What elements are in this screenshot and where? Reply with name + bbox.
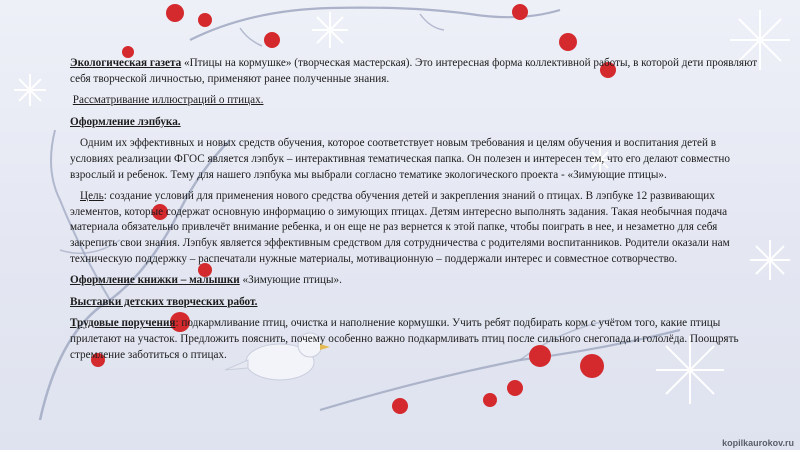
booklet-title: Оформление книжки – малышки: [70, 274, 240, 287]
watermark: kopilkaurokov.ru: [722, 438, 794, 448]
illustrations-text: Рассматривание иллюстраций о птицах.: [72, 94, 264, 107]
berry: [559, 33, 577, 51]
snowflake-icon: [14, 74, 46, 106]
paragraph-lapbook-heading: [70, 115, 760, 131]
exhibitions-title: Выставки детских творческих работ.: [70, 295, 258, 308]
labor-title: Трудовые поручения: [70, 317, 176, 330]
berry: [483, 393, 497, 407]
paragraph-booklet: [70, 273, 760, 289]
berry: [512, 4, 528, 20]
paragraph-goal: [70, 189, 760, 267]
eco-newspaper-text: «Птицы на кормушке» (творческая мастерская). Это интересная форма коллективной работы, в которой дети проявляют себя творческой личностью, применяют ранее полученные знания.: [70, 57, 758, 85]
paragraph-eco-newspaper: [70, 56, 760, 87]
snowflake-icon: [312, 12, 348, 48]
lapbook-title: Оформление лэпбука.: [70, 115, 181, 128]
berry: [198, 13, 212, 27]
berry: [166, 4, 184, 22]
paragraph-illustrations: [70, 93, 760, 109]
paragraph-lapbook-description: [70, 136, 760, 183]
paragraph-labor: [70, 316, 760, 363]
goal-label: Цель: [80, 190, 104, 203]
booklet-text: «Зимующие птицы».: [239, 274, 342, 287]
berry: [507, 380, 523, 396]
lapbook-description-text: Одним их эффективных и новых средств обучения, которое соответствует новым требования и целям обучения и воспитания детей в условиях реализации ФГОС является лэпбук – интерактивная тематическая папка. Он полезен и интересен тем, что его делают совместно взрослый и ребенок. Тему для нашего лэпбука мы выбрали согласно тематике экологического проекта - «Зимующие птицы».: [70, 137, 730, 181]
document-body: [70, 56, 760, 369]
paragraph-exhibitions: [70, 295, 760, 311]
labor-text: : подкармливание птиц, очистка и наполнение кормушки. Учить ребят подбирать корм с учётом того, какие птицы прилетают на участок. Предложить пояснить, почему особенно важно подкармливать птиц после сильного снегопада и гололёда. Поощрять стремление заботиться о птицах.: [70, 317, 739, 361]
berry: [264, 32, 280, 48]
berry: [392, 398, 408, 414]
eco-newspaper-title: Экологическая газета: [70, 57, 182, 69]
goal-text: : создание условий для применения нового средства обучения детей и закрепления знаний о птицах. В лэпбуке 12 развивающих элементов, которые содержат основную информацию о зимующих птицах. Детям интересно выполнять задания. Такая необычная подача материала обязательно привлечёт внимание ребенка, и он еще не раз вернется к этой папке, чтобы поиграть в нее, и незаметно для себя закрепить свои знания. Лэпбук является эффективным средством для сотрудничества с родителями воспитанников. Родители оказали нам техническую поддержку – распечатали нужные материалы, мотивационную – поддержали интерес и совместное сотворчество.: [70, 190, 730, 265]
